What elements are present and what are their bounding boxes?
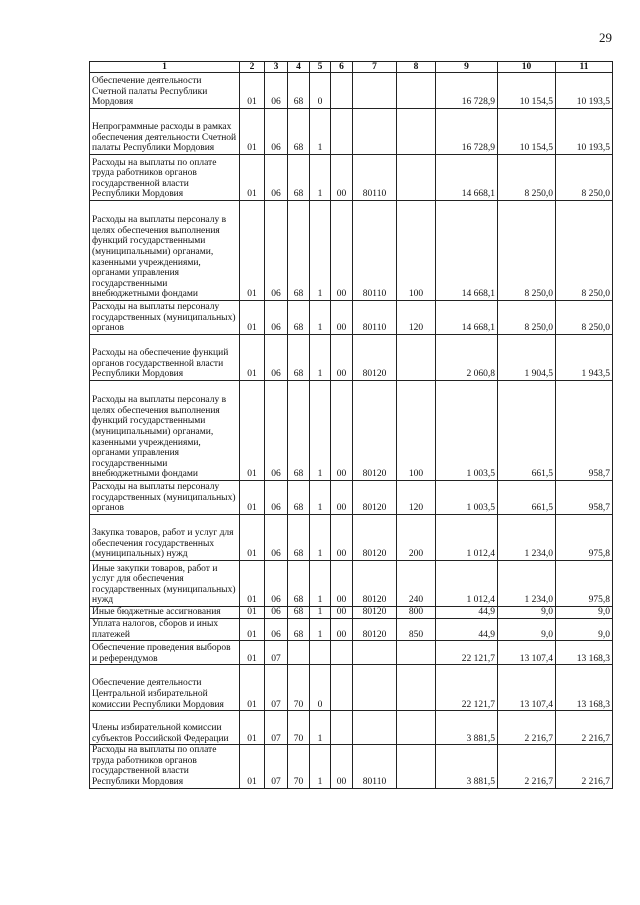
code-expense-type-cell (397, 109, 436, 155)
amount-col10-cell: 1 904,5 (498, 335, 556, 381)
code-subsection-cell: 06 (265, 381, 288, 481)
table-row (90, 201, 613, 301)
amount-col9-cell: 14 668,1 (436, 155, 498, 201)
code-main-event-cell: 00 (331, 745, 353, 788)
table-row (90, 711, 613, 745)
code-subprogram-cell: 1 (310, 201, 331, 301)
amount-col9-cell: 44,9 (436, 619, 498, 641)
column-header-7: 7 (353, 62, 397, 73)
code-main-event-cell: 00 (331, 481, 353, 515)
code-expense-type-cell (397, 745, 436, 788)
code-subsection-cell: 06 (265, 607, 288, 619)
code-program-cell: 68 (288, 481, 310, 515)
code-subsection-cell: 06 (265, 515, 288, 561)
amount-col9-cell: 3 881,5 (436, 745, 498, 788)
amount-col11-cell: 10 193,5 (556, 109, 613, 155)
column-header-5: 5 (310, 62, 331, 73)
code-subprogram-cell: 1 (310, 335, 331, 381)
table-row (90, 619, 613, 641)
column-header-11: 11 (556, 62, 613, 73)
amount-col10-cell: 9,0 (498, 619, 556, 641)
code-expense-type-cell: 120 (397, 301, 436, 335)
amount-col11-cell: 13 168,3 (556, 641, 613, 665)
code-direction-cell: 80110 (353, 201, 397, 301)
amount-col11-cell: 9,0 (556, 619, 613, 641)
code-main-event-cell: 00 (331, 561, 353, 607)
amount-col11-cell: 2 216,7 (556, 711, 613, 745)
table-row (90, 665, 613, 711)
amount-col9-cell: 1 003,5 (436, 481, 498, 515)
column-header-3: 3 (265, 62, 288, 73)
amount-col9-cell: 2 060,8 (436, 335, 498, 381)
code-section-cell: 01 (240, 665, 265, 711)
code-section-cell: 01 (240, 155, 265, 201)
code-subprogram-cell: 0 (310, 665, 331, 711)
amount-col10-cell: 661,5 (498, 381, 556, 481)
amount-col11-cell: 10 193,5 (556, 73, 613, 109)
code-main-event-cell (331, 109, 353, 155)
code-subsection-cell: 07 (265, 665, 288, 711)
amount-col10-cell: 13 107,4 (498, 665, 556, 711)
code-program-cell: 68 (288, 109, 310, 155)
code-expense-type-cell: 100 (397, 201, 436, 301)
code-expense-type-cell: 850 (397, 619, 436, 641)
code-subprogram-cell: 1 (310, 109, 331, 155)
amount-col11-cell: 8 250,0 (556, 155, 613, 201)
code-subprogram-cell: 1 (310, 155, 331, 201)
amount-col10-cell: 10 154,5 (498, 109, 556, 155)
code-program-cell: 68 (288, 335, 310, 381)
amount-col11-cell: 13 168,3 (556, 665, 613, 711)
code-subprogram-cell: 1 (310, 619, 331, 641)
code-main-event-cell: 00 (331, 607, 353, 619)
code-subprogram-cell (310, 641, 331, 665)
code-subsection-cell: 07 (265, 711, 288, 745)
code-section-cell: 01 (240, 607, 265, 619)
table-row (90, 301, 613, 335)
table-row (90, 641, 613, 665)
code-direction-cell (353, 711, 397, 745)
table-row (90, 745, 613, 788)
description-cell: Расходы на выплаты по оплате труда работников органов государственной власти Республики Мордовия (90, 745, 240, 788)
table-row (90, 155, 613, 201)
code-program-cell: 68 (288, 619, 310, 641)
code-subsection-cell: 06 (265, 619, 288, 641)
amount-col9-cell: 3 881,5 (436, 711, 498, 745)
code-section-cell: 01 (240, 381, 265, 481)
code-expense-type-cell: 100 (397, 381, 436, 481)
description-cell: Расходы на выплаты персоналу в целях обеспечения выполнения функций государственными (муниципальными) органами, казенными учреждениями, органами управления государственными внебюджетными фондами (90, 201, 240, 301)
table-row (90, 335, 613, 381)
description-cell: Уплата налогов, сборов и иных платежей (90, 619, 240, 641)
description-cell: Непрограммные расходы в рамках обеспечения деятельности Счетной палаты Республики Мордовия (90, 109, 240, 155)
table-body (90, 73, 613, 789)
code-program-cell: 70 (288, 745, 310, 788)
code-expense-type-cell: 800 (397, 607, 436, 619)
code-subprogram-cell: 0 (310, 73, 331, 109)
code-main-event-cell (331, 641, 353, 665)
code-subprogram-cell: 1 (310, 711, 331, 745)
description-cell: Иные бюджетные ассигнования (90, 607, 240, 619)
amount-col11-cell: 958,7 (556, 481, 613, 515)
code-expense-type-cell: 120 (397, 481, 436, 515)
code-subsection-cell: 06 (265, 73, 288, 109)
code-section-cell: 01 (240, 201, 265, 301)
code-direction-cell: 80120 (353, 515, 397, 561)
code-subsection-cell: 07 (265, 641, 288, 665)
amount-col11-cell: 975,8 (556, 515, 613, 561)
amount-col9-cell: 22 121,7 (436, 641, 498, 665)
amount-col10-cell: 8 250,0 (498, 155, 556, 201)
code-program-cell: 68 (288, 607, 310, 619)
code-expense-type-cell (397, 711, 436, 745)
code-program-cell: 68 (288, 381, 310, 481)
amount-col9-cell: 16 728,9 (436, 109, 498, 155)
amount-col10-cell: 2 216,7 (498, 711, 556, 745)
code-section-cell: 01 (240, 481, 265, 515)
code-direction-cell: 80120 (353, 335, 397, 381)
description-cell: Обеспечение проведения выборов и референдумов (90, 641, 240, 665)
code-main-event-cell: 00 (331, 619, 353, 641)
amount-col11-cell: 2 216,7 (556, 745, 613, 788)
code-direction-cell (353, 109, 397, 155)
description-cell: Закупка товаров, работ и услуг для обеспечения государственных (муниципальных) нужд (90, 515, 240, 561)
column-header-10: 10 (498, 62, 556, 73)
description-cell: Члены избирательной комиссии субъектов Российской Федерации (90, 711, 240, 745)
code-main-event-cell: 00 (331, 155, 353, 201)
code-direction-cell: 80120 (353, 481, 397, 515)
code-direction-cell: 80110 (353, 301, 397, 335)
code-section-cell: 01 (240, 745, 265, 788)
table-row (90, 73, 613, 109)
description-cell: Обеспечение деятельности Счетной палаты Республики Мордовия (90, 73, 240, 109)
code-subsection-cell: 06 (265, 301, 288, 335)
code-subsection-cell: 06 (265, 155, 288, 201)
column-header-4: 4 (288, 62, 310, 73)
code-program-cell: 68 (288, 201, 310, 301)
code-subsection-cell: 07 (265, 745, 288, 788)
code-direction-cell (353, 665, 397, 711)
code-direction-cell: 80120 (353, 619, 397, 641)
code-program-cell: 70 (288, 665, 310, 711)
amount-col9-cell: 14 668,1 (436, 201, 498, 301)
code-direction-cell: 80120 (353, 381, 397, 481)
code-direction-cell (353, 641, 397, 665)
code-section-cell: 01 (240, 641, 265, 665)
amount-col10-cell: 661,5 (498, 481, 556, 515)
description-cell: Расходы на выплаты по оплате труда работников органов государственной власти Республики Мордовия (90, 155, 240, 201)
amount-col11-cell: 9,0 (556, 607, 613, 619)
amount-col11-cell: 958,7 (556, 381, 613, 481)
code-main-event-cell: 00 (331, 301, 353, 335)
description-cell: Обеспечение деятельности Центральной избирательной комиссии Республики Мордовия (90, 665, 240, 711)
page-number: 29 (599, 30, 612, 45)
amount-col10-cell: 13 107,4 (498, 641, 556, 665)
code-expense-type-cell (397, 73, 436, 109)
amount-col11-cell: 1 943,5 (556, 335, 613, 381)
table-row (90, 561, 613, 607)
code-expense-type-cell (397, 641, 436, 665)
code-main-event-cell (331, 73, 353, 109)
code-main-event-cell: 00 (331, 381, 353, 481)
description-cell: Расходы на выплаты персоналу государственных (муниципальных) органов (90, 481, 240, 515)
code-subsection-cell: 06 (265, 335, 288, 381)
code-section-cell: 01 (240, 73, 265, 109)
code-subprogram-cell: 1 (310, 515, 331, 561)
code-direction-cell (353, 73, 397, 109)
description-cell: Иные закупки товаров, работ и услуг для обеспечения государственных (муниципальных) нужд (90, 561, 240, 607)
code-section-cell: 01 (240, 711, 265, 745)
amount-col9-cell: 1 003,5 (436, 381, 498, 481)
code-expense-type-cell (397, 665, 436, 711)
code-subprogram-cell: 1 (310, 381, 331, 481)
amount-col10-cell: 10 154,5 (498, 73, 556, 109)
column-header-1: 1 (90, 62, 240, 73)
code-subsection-cell: 06 (265, 201, 288, 301)
code-subsection-cell: 06 (265, 481, 288, 515)
amount-col9-cell: 1 012,4 (436, 561, 498, 607)
amount-col10-cell: 9,0 (498, 607, 556, 619)
code-subprogram-cell: 1 (310, 481, 331, 515)
code-section-cell: 01 (240, 619, 265, 641)
code-expense-type-cell: 240 (397, 561, 436, 607)
code-program-cell: 70 (288, 711, 310, 745)
code-program-cell (288, 641, 310, 665)
amount-col10-cell: 1 234,0 (498, 561, 556, 607)
code-expense-type-cell (397, 155, 436, 201)
code-direction-cell: 80110 (353, 745, 397, 788)
code-direction-cell: 80110 (353, 155, 397, 201)
amount-col10-cell: 8 250,0 (498, 201, 556, 301)
code-subprogram-cell: 1 (310, 745, 331, 788)
code-subsection-cell: 06 (265, 109, 288, 155)
amount-col9-cell: 22 121,7 (436, 665, 498, 711)
code-direction-cell: 80120 (353, 607, 397, 619)
table-row (90, 109, 613, 155)
table-row (90, 515, 613, 561)
code-main-event-cell: 00 (331, 201, 353, 301)
description-cell: Расходы на обеспечение функций органов государственной власти Республики Мордовия (90, 335, 240, 381)
code-section-cell: 01 (240, 109, 265, 155)
table-row (90, 607, 613, 619)
amount-col11-cell: 8 250,0 (556, 201, 613, 301)
code-section-cell: 01 (240, 515, 265, 561)
header-row (90, 62, 613, 73)
amount-col9-cell: 14 668,1 (436, 301, 498, 335)
code-main-event-cell: 00 (331, 515, 353, 561)
code-program-cell: 68 (288, 515, 310, 561)
table-row (90, 481, 613, 515)
table-row (90, 381, 613, 481)
amount-col10-cell: 1 234,0 (498, 515, 556, 561)
column-header-2: 2 (240, 62, 265, 73)
code-section-cell: 01 (240, 301, 265, 335)
code-program-cell: 68 (288, 155, 310, 201)
amount-col10-cell: 2 216,7 (498, 745, 556, 788)
amount-col10-cell: 8 250,0 (498, 301, 556, 335)
code-main-event-cell (331, 665, 353, 711)
code-main-event-cell (331, 711, 353, 745)
code-section-cell: 01 (240, 335, 265, 381)
code-expense-type-cell (397, 335, 436, 381)
code-program-cell: 68 (288, 73, 310, 109)
column-header-6: 6 (331, 62, 353, 73)
code-subprogram-cell: 1 (310, 301, 331, 335)
column-header-8: 8 (397, 62, 436, 73)
amount-col9-cell: 44,9 (436, 607, 498, 619)
budget-table (89, 61, 613, 789)
code-program-cell: 68 (288, 301, 310, 335)
code-subprogram-cell: 1 (310, 607, 331, 619)
description-cell: Расходы на выплаты персоналу в целях обеспечения выполнения функций государственными (муниципальными) органами, казенными учреждениями, органами управления государственными внебюджетными фондами (90, 381, 240, 481)
code-program-cell: 68 (288, 561, 310, 607)
description-cell: Расходы на выплаты персоналу государственных (муниципальных) органов (90, 301, 240, 335)
column-header-9: 9 (436, 62, 498, 73)
code-subprogram-cell: 1 (310, 561, 331, 607)
code-expense-type-cell: 200 (397, 515, 436, 561)
code-direction-cell: 80120 (353, 561, 397, 607)
code-main-event-cell: 00 (331, 335, 353, 381)
amount-col9-cell: 1 012,4 (436, 515, 498, 561)
amount-col11-cell: 8 250,0 (556, 301, 613, 335)
code-section-cell: 01 (240, 561, 265, 607)
code-subsection-cell: 06 (265, 561, 288, 607)
amount-col9-cell: 16 728,9 (436, 73, 498, 109)
amount-col11-cell: 975,8 (556, 561, 613, 607)
